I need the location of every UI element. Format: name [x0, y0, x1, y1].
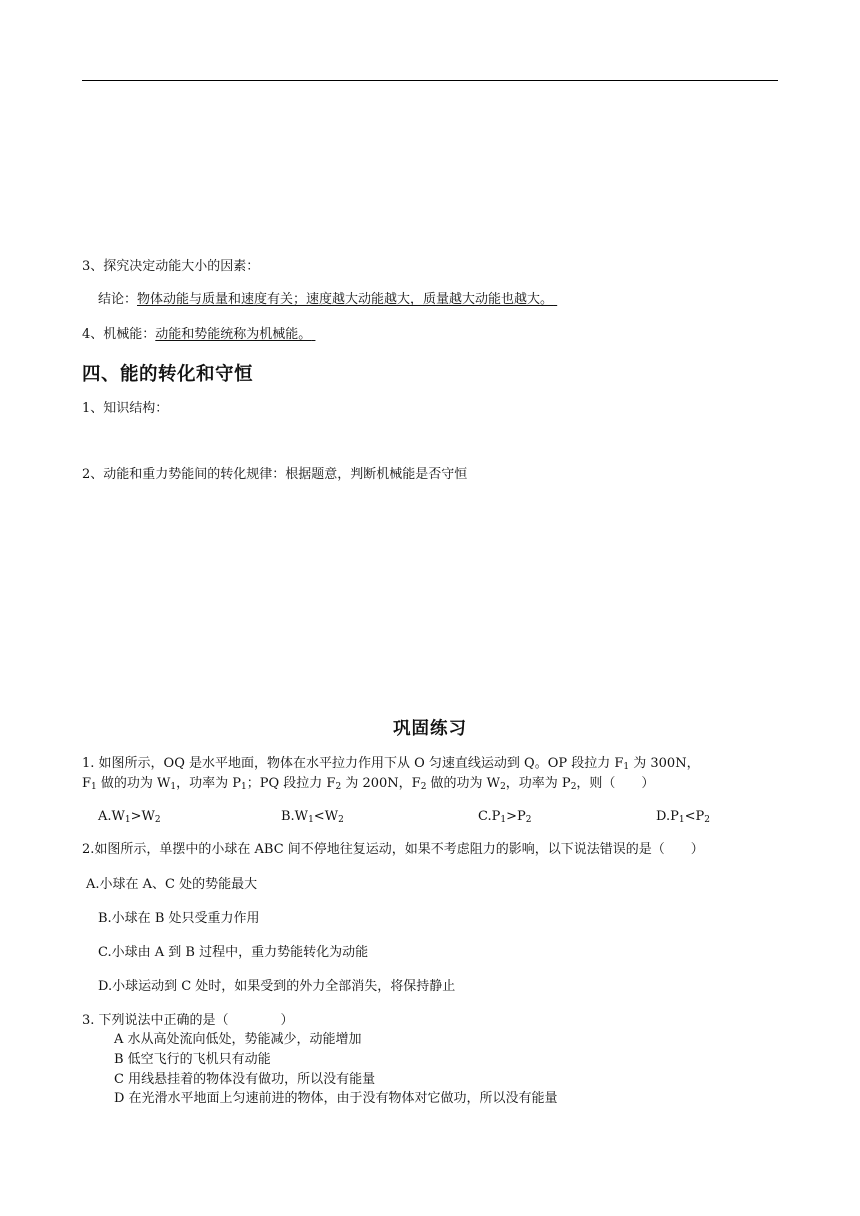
q1-text-a: 1. 如图所示，OQ 是水平地面，物体在水平拉力作用下从 O 匀速直线运动到 Q。OP 段拉力 F	[82, 756, 624, 771]
q3-option-c: C 用线悬挂着的物体没有做功，所以没有能量	[114, 1072, 376, 1087]
q1-l2-p14: ，则（ ）	[576, 776, 655, 791]
q3-stem: 3. 下列说法中正确的是（ ）	[82, 1013, 294, 1028]
conclusion-text: 物体动能与质量和速度有关；速度越大动能越大，质量越大动能也越大。	[137, 292, 554, 307]
q2-stem: 2.如图所示，单摆中的小球在 ABC 间不停地往复运动，如果不考虑阻力的影响，以下说法错误的是（ ）	[82, 842, 704, 857]
q1-l2-p5: 1	[241, 782, 247, 792]
q1-line-1	[82, 755, 700, 773]
q1-l2-p11: 2	[500, 782, 506, 792]
q3-option-b: B 低空飞行的飞机只有动能	[114, 1052, 271, 1067]
part4-heading: 四、能的转化和守恒	[82, 364, 254, 385]
q1-l2-p2: 做的功为 W	[96, 776, 171, 791]
practice-title: 巩固练习	[393, 719, 467, 739]
q1-line-2	[82, 775, 654, 793]
q1-text-b: 为 300N，	[629, 756, 700, 771]
q1-l2-p3: 1	[170, 782, 177, 792]
section4-mechanical-energy	[82, 326, 315, 344]
q2-option-a: A.小球在 A、C 处的势能最大	[86, 877, 258, 892]
q3-option-d: D 在光滑水平地面上匀速前进的物体，由于没有物体对它做功，所以没有能量	[114, 1091, 558, 1106]
knowledge-item-2: 2、动能和重力势能间的转化规律：根据题意，判断机械能是否守恒	[82, 467, 468, 482]
q1-l2-p10: 做的功为 W	[426, 776, 501, 791]
q1-l2-p6: ；PQ 段拉力 F	[246, 776, 336, 791]
q1-l2-p1: 1	[91, 782, 97, 792]
section4-text: 动能和势能统称为机械能。	[155, 327, 312, 342]
q2-option-c: C.小球由 A 到 B 过程中，重力势能转化为动能	[98, 945, 369, 960]
section4-label: 4、机械能：	[82, 327, 156, 342]
section3-conclusion	[98, 291, 557, 309]
knowledge-item-1: 1、知识结构：	[82, 401, 169, 416]
q1-option-d: $D.P_1<P_2$	[656, 809, 710, 825]
q1-option-b: $B.W_1<W_2$	[281, 809, 344, 825]
q3-option-a: A 水从高处流向低处，势能减少，动能增加	[114, 1032, 362, 1047]
header-rule	[82, 80, 778, 81]
q1-sub: 1	[623, 762, 630, 772]
q1-l2-p13: 2	[570, 782, 577, 792]
q1-l2-p8: 为 200N，F	[341, 776, 421, 791]
conclusion-label: 结论：	[98, 292, 138, 307]
q1-option-a: $A.W_1>W_2$	[98, 809, 161, 825]
q1-l2-p12: ，功率为 P	[505, 776, 571, 791]
q1-l2-p4: ，功率为 P	[176, 776, 242, 791]
q2-option-d: D.小球运动到 C 处时，如果受到的外力全部消失，将保持静止	[98, 979, 456, 994]
section3-heading: 3、探究决定动能大小的因素：	[82, 259, 260, 274]
q1-l2-p0: F	[82, 776, 92, 791]
q1-option-c: $C.P_1>P_2$	[478, 809, 532, 825]
q1-l2-p7: 2	[335, 782, 342, 792]
q1-l2-p9: 2	[420, 782, 427, 792]
q2-option-b: B.小球在 B 处只受重力作用	[98, 911, 260, 926]
